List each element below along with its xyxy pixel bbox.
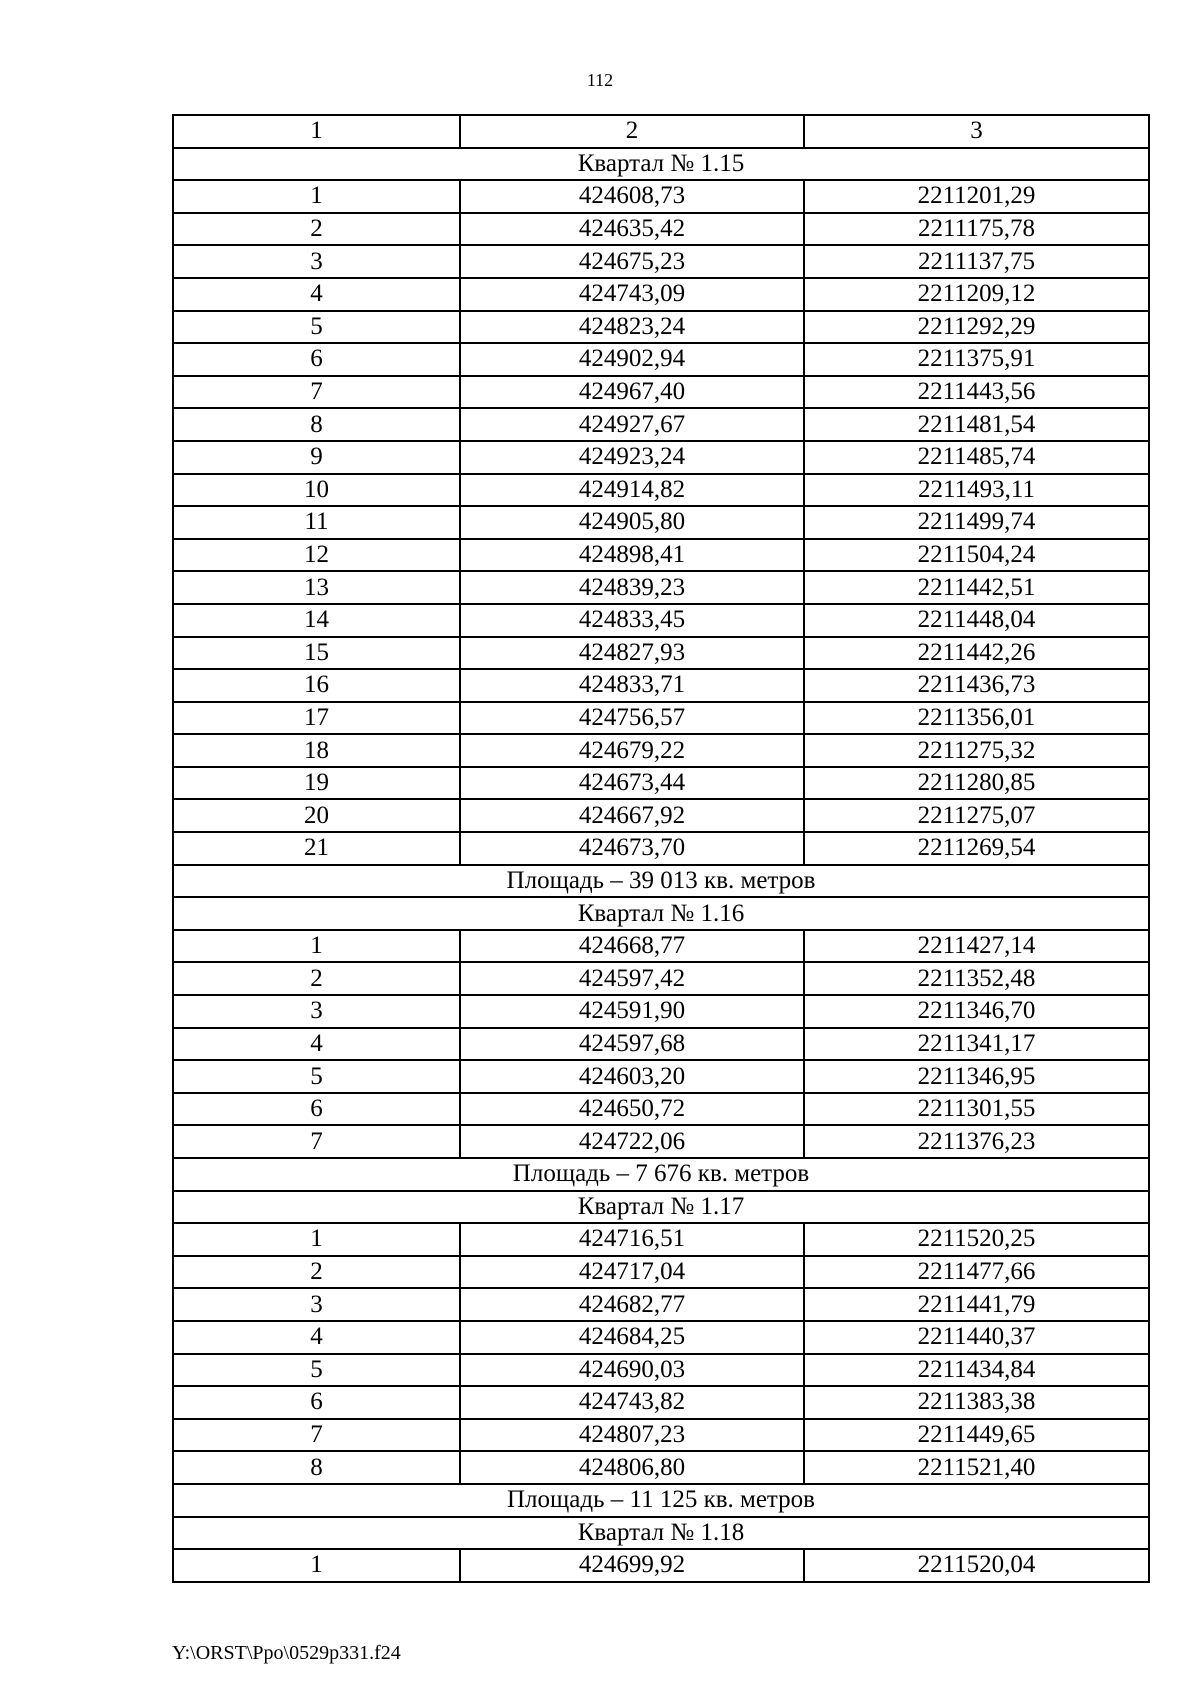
- y-coordinate-cell: 2211346,70: [804, 995, 1149, 1028]
- x-coordinate-cell: 424833,45: [460, 604, 804, 637]
- table-row: [173, 995, 1149, 1028]
- table-row: [173, 767, 1149, 800]
- y-coordinate-cell: 2211341,17: [804, 1028, 1149, 1061]
- y-coordinate-cell: 2211301,55: [804, 1093, 1149, 1126]
- y-coordinate-cell: 2211477,66: [804, 1256, 1149, 1289]
- page-number: 112: [586, 70, 614, 90]
- x-coordinate-cell: 424668,77: [460, 930, 804, 963]
- table-row: [173, 1451, 1149, 1484]
- y-coordinate-cell: 2211440,37: [804, 1321, 1149, 1354]
- y-coordinate-cell: 2211448,04: [804, 604, 1149, 637]
- point-number-cell: 9: [173, 441, 460, 474]
- table-row: [173, 1288, 1149, 1321]
- point-number-cell: 3: [173, 245, 460, 278]
- point-number-cell: 21: [173, 832, 460, 865]
- x-coordinate-cell: 424635,42: [460, 213, 804, 246]
- y-coordinate-cell: 2211520,25: [804, 1223, 1149, 1256]
- table-row: [173, 311, 1149, 344]
- y-coordinate-cell: 2211376,23: [804, 1125, 1149, 1158]
- x-coordinate-cell: 424597,68: [460, 1028, 804, 1061]
- column-header: 1: [173, 115, 460, 148]
- section-label: Площадь – 11 125 кв. метров: [173, 1484, 1149, 1517]
- x-coordinate-cell: 424839,23: [460, 571, 804, 604]
- y-coordinate-cell: 2211504,24: [804, 539, 1149, 572]
- y-coordinate-cell: 2211356,01: [804, 702, 1149, 735]
- table-row: [173, 245, 1149, 278]
- point-number-cell: 20: [173, 799, 460, 832]
- x-coordinate-cell: 424673,44: [460, 767, 804, 800]
- x-coordinate-cell: 424699,92: [460, 1549, 804, 1582]
- y-coordinate-cell: 2211209,12: [804, 278, 1149, 311]
- table-row: [173, 832, 1149, 865]
- table-row: [173, 376, 1149, 409]
- x-coordinate-cell: 424905,80: [460, 506, 804, 539]
- table-body: [173, 148, 1149, 1582]
- table-row: [173, 1256, 1149, 1289]
- point-number-cell: 8: [173, 408, 460, 441]
- point-number-cell: 3: [173, 995, 460, 1028]
- table-row: [173, 1419, 1149, 1452]
- table-row: [173, 474, 1149, 507]
- y-coordinate-cell: 2211442,51: [804, 571, 1149, 604]
- table-row: [173, 506, 1149, 539]
- footer-file-path: Y:\ORST\Ppo\0529p331.f24: [172, 1642, 401, 1664]
- point-number-cell: 8: [173, 1451, 460, 1484]
- point-number-cell: 2: [173, 213, 460, 246]
- x-coordinate-cell: 424827,93: [460, 637, 804, 670]
- table-row: [173, 1386, 1149, 1419]
- x-coordinate-cell: 424603,20: [460, 1060, 804, 1093]
- x-coordinate-cell: 424650,72: [460, 1093, 804, 1126]
- table-header-row: [173, 115, 1149, 148]
- table-row: [173, 637, 1149, 670]
- point-number-cell: 7: [173, 1419, 460, 1452]
- table-row: [173, 278, 1149, 311]
- section-label: Квартал № 1.15: [173, 148, 1149, 181]
- y-coordinate-cell: 2211434,84: [804, 1354, 1149, 1387]
- table-row: [173, 180, 1149, 213]
- y-coordinate-cell: 2211441,79: [804, 1288, 1149, 1321]
- section-row: [173, 897, 1149, 930]
- section-row: [173, 865, 1149, 898]
- point-number-cell: 15: [173, 637, 460, 670]
- x-coordinate-cell: 424673,70: [460, 832, 804, 865]
- y-coordinate-cell: 2211175,78: [804, 213, 1149, 246]
- y-coordinate-cell: 2211346,95: [804, 1060, 1149, 1093]
- y-coordinate-cell: 2211520,04: [804, 1549, 1149, 1582]
- table-row: [173, 669, 1149, 702]
- point-number-cell: 4: [173, 1028, 460, 1061]
- point-number-cell: 13: [173, 571, 460, 604]
- point-number-cell: 12: [173, 539, 460, 572]
- y-coordinate-cell: 2211436,73: [804, 669, 1149, 702]
- table-row: [173, 408, 1149, 441]
- y-coordinate-cell: 2211269,54: [804, 832, 1149, 865]
- table-row: [173, 962, 1149, 995]
- x-coordinate-cell: 424914,82: [460, 474, 804, 507]
- point-number-cell: 5: [173, 1060, 460, 1093]
- table-row: [173, 799, 1149, 832]
- x-coordinate-cell: 424807,23: [460, 1419, 804, 1452]
- x-coordinate-cell: 424902,94: [460, 343, 804, 376]
- y-coordinate-cell: 2211449,65: [804, 1419, 1149, 1452]
- x-coordinate-cell: 424597,42: [460, 962, 804, 995]
- y-coordinate-cell: 2211442,26: [804, 637, 1149, 670]
- table-row: [173, 441, 1149, 474]
- y-coordinate-cell: 2211292,29: [804, 311, 1149, 344]
- section-row: [173, 148, 1149, 181]
- point-number-cell: 7: [173, 376, 460, 409]
- section-label: Площадь – 39 013 кв. метров: [173, 865, 1149, 898]
- x-coordinate-cell: 424679,22: [460, 734, 804, 767]
- y-coordinate-cell: 2211521,40: [804, 1451, 1149, 1484]
- y-coordinate-cell: 2211499,74: [804, 506, 1149, 539]
- section-label: Квартал № 1.17: [173, 1191, 1149, 1224]
- point-number-cell: 6: [173, 1386, 460, 1419]
- point-number-cell: 17: [173, 702, 460, 735]
- table-row: [173, 213, 1149, 246]
- point-number-cell: 19: [173, 767, 460, 800]
- point-number-cell: 18: [173, 734, 460, 767]
- x-coordinate-cell: 424923,24: [460, 441, 804, 474]
- x-coordinate-cell: 424608,73: [460, 180, 804, 213]
- point-number-cell: 1: [173, 1549, 460, 1582]
- y-coordinate-cell: 2211201,29: [804, 180, 1149, 213]
- x-coordinate-cell: 424743,09: [460, 278, 804, 311]
- x-coordinate-cell: 424756,57: [460, 702, 804, 735]
- point-number-cell: 2: [173, 1256, 460, 1289]
- table-row: [173, 702, 1149, 735]
- x-coordinate-cell: 424806,80: [460, 1451, 804, 1484]
- point-number-cell: 5: [173, 311, 460, 344]
- table-row: [173, 930, 1149, 963]
- table-row: [173, 1093, 1149, 1126]
- point-number-cell: 10: [173, 474, 460, 507]
- y-coordinate-cell: 2211137,75: [804, 245, 1149, 278]
- x-coordinate-cell: 424898,41: [460, 539, 804, 572]
- point-number-cell: 5: [173, 1354, 460, 1387]
- table-row: [173, 1321, 1149, 1354]
- point-number-cell: 1: [173, 930, 460, 963]
- table-row: [173, 343, 1149, 376]
- y-coordinate-cell: 2211275,07: [804, 799, 1149, 832]
- y-coordinate-cell: 2211427,14: [804, 930, 1149, 963]
- point-number-cell: 3: [173, 1288, 460, 1321]
- section-row: [173, 1191, 1149, 1224]
- y-coordinate-cell: 2211481,54: [804, 408, 1149, 441]
- point-number-cell: 6: [173, 1093, 460, 1126]
- table-row: [173, 1028, 1149, 1061]
- table-row: [173, 1354, 1149, 1387]
- section-row: [173, 1484, 1149, 1517]
- point-number-cell: 1: [173, 1223, 460, 1256]
- y-coordinate-cell: 2211280,85: [804, 767, 1149, 800]
- x-coordinate-cell: 424682,77: [460, 1288, 804, 1321]
- y-coordinate-cell: 2211352,48: [804, 962, 1149, 995]
- table-row: [173, 1549, 1149, 1582]
- point-number-cell: 11: [173, 506, 460, 539]
- section-label: Площадь – 7 676 кв. метров: [173, 1158, 1149, 1191]
- point-number-cell: 14: [173, 604, 460, 637]
- x-coordinate-cell: 424675,23: [460, 245, 804, 278]
- y-coordinate-cell: 2211275,32: [804, 734, 1149, 767]
- section-row: [173, 1158, 1149, 1191]
- x-coordinate-cell: 424823,24: [460, 311, 804, 344]
- point-number-cell: 6: [173, 343, 460, 376]
- x-coordinate-cell: 424967,40: [460, 376, 804, 409]
- table-row: [173, 1223, 1149, 1256]
- x-coordinate-cell: 424667,92: [460, 799, 804, 832]
- x-coordinate-cell: 424717,04: [460, 1256, 804, 1289]
- x-coordinate-cell: 424684,25: [460, 1321, 804, 1354]
- y-coordinate-cell: 2211485,74: [804, 441, 1149, 474]
- point-number-cell: 4: [173, 278, 460, 311]
- table-row: [173, 1125, 1149, 1158]
- x-coordinate-cell: 424690,03: [460, 1354, 804, 1387]
- column-header: 2: [460, 115, 804, 148]
- x-coordinate-cell: 424833,71: [460, 669, 804, 702]
- section-row: [173, 1517, 1149, 1550]
- y-coordinate-cell: 2211493,11: [804, 474, 1149, 507]
- x-coordinate-cell: 424927,67: [460, 408, 804, 441]
- table-row: [173, 571, 1149, 604]
- y-coordinate-cell: 2211443,56: [804, 376, 1149, 409]
- table-row: [173, 734, 1149, 767]
- table-row: [173, 539, 1149, 572]
- column-header: 3: [804, 115, 1149, 148]
- x-coordinate-cell: 424743,82: [460, 1386, 804, 1419]
- table-row: [173, 1060, 1149, 1093]
- point-number-cell: 16: [173, 669, 460, 702]
- coordinates-table: [172, 114, 1150, 1583]
- section-label: Квартал № 1.16: [173, 897, 1149, 930]
- x-coordinate-cell: 424716,51: [460, 1223, 804, 1256]
- section-label: Квартал № 1.18: [173, 1517, 1149, 1550]
- point-number-cell: 4: [173, 1321, 460, 1354]
- point-number-cell: 7: [173, 1125, 460, 1158]
- x-coordinate-cell: 424591,90: [460, 995, 804, 1028]
- point-number-cell: 2: [173, 962, 460, 995]
- point-number-cell: 1: [173, 180, 460, 213]
- table-row: [173, 604, 1149, 637]
- y-coordinate-cell: 2211375,91: [804, 343, 1149, 376]
- x-coordinate-cell: 424722,06: [460, 1125, 804, 1158]
- y-coordinate-cell: 2211383,38: [804, 1386, 1149, 1419]
